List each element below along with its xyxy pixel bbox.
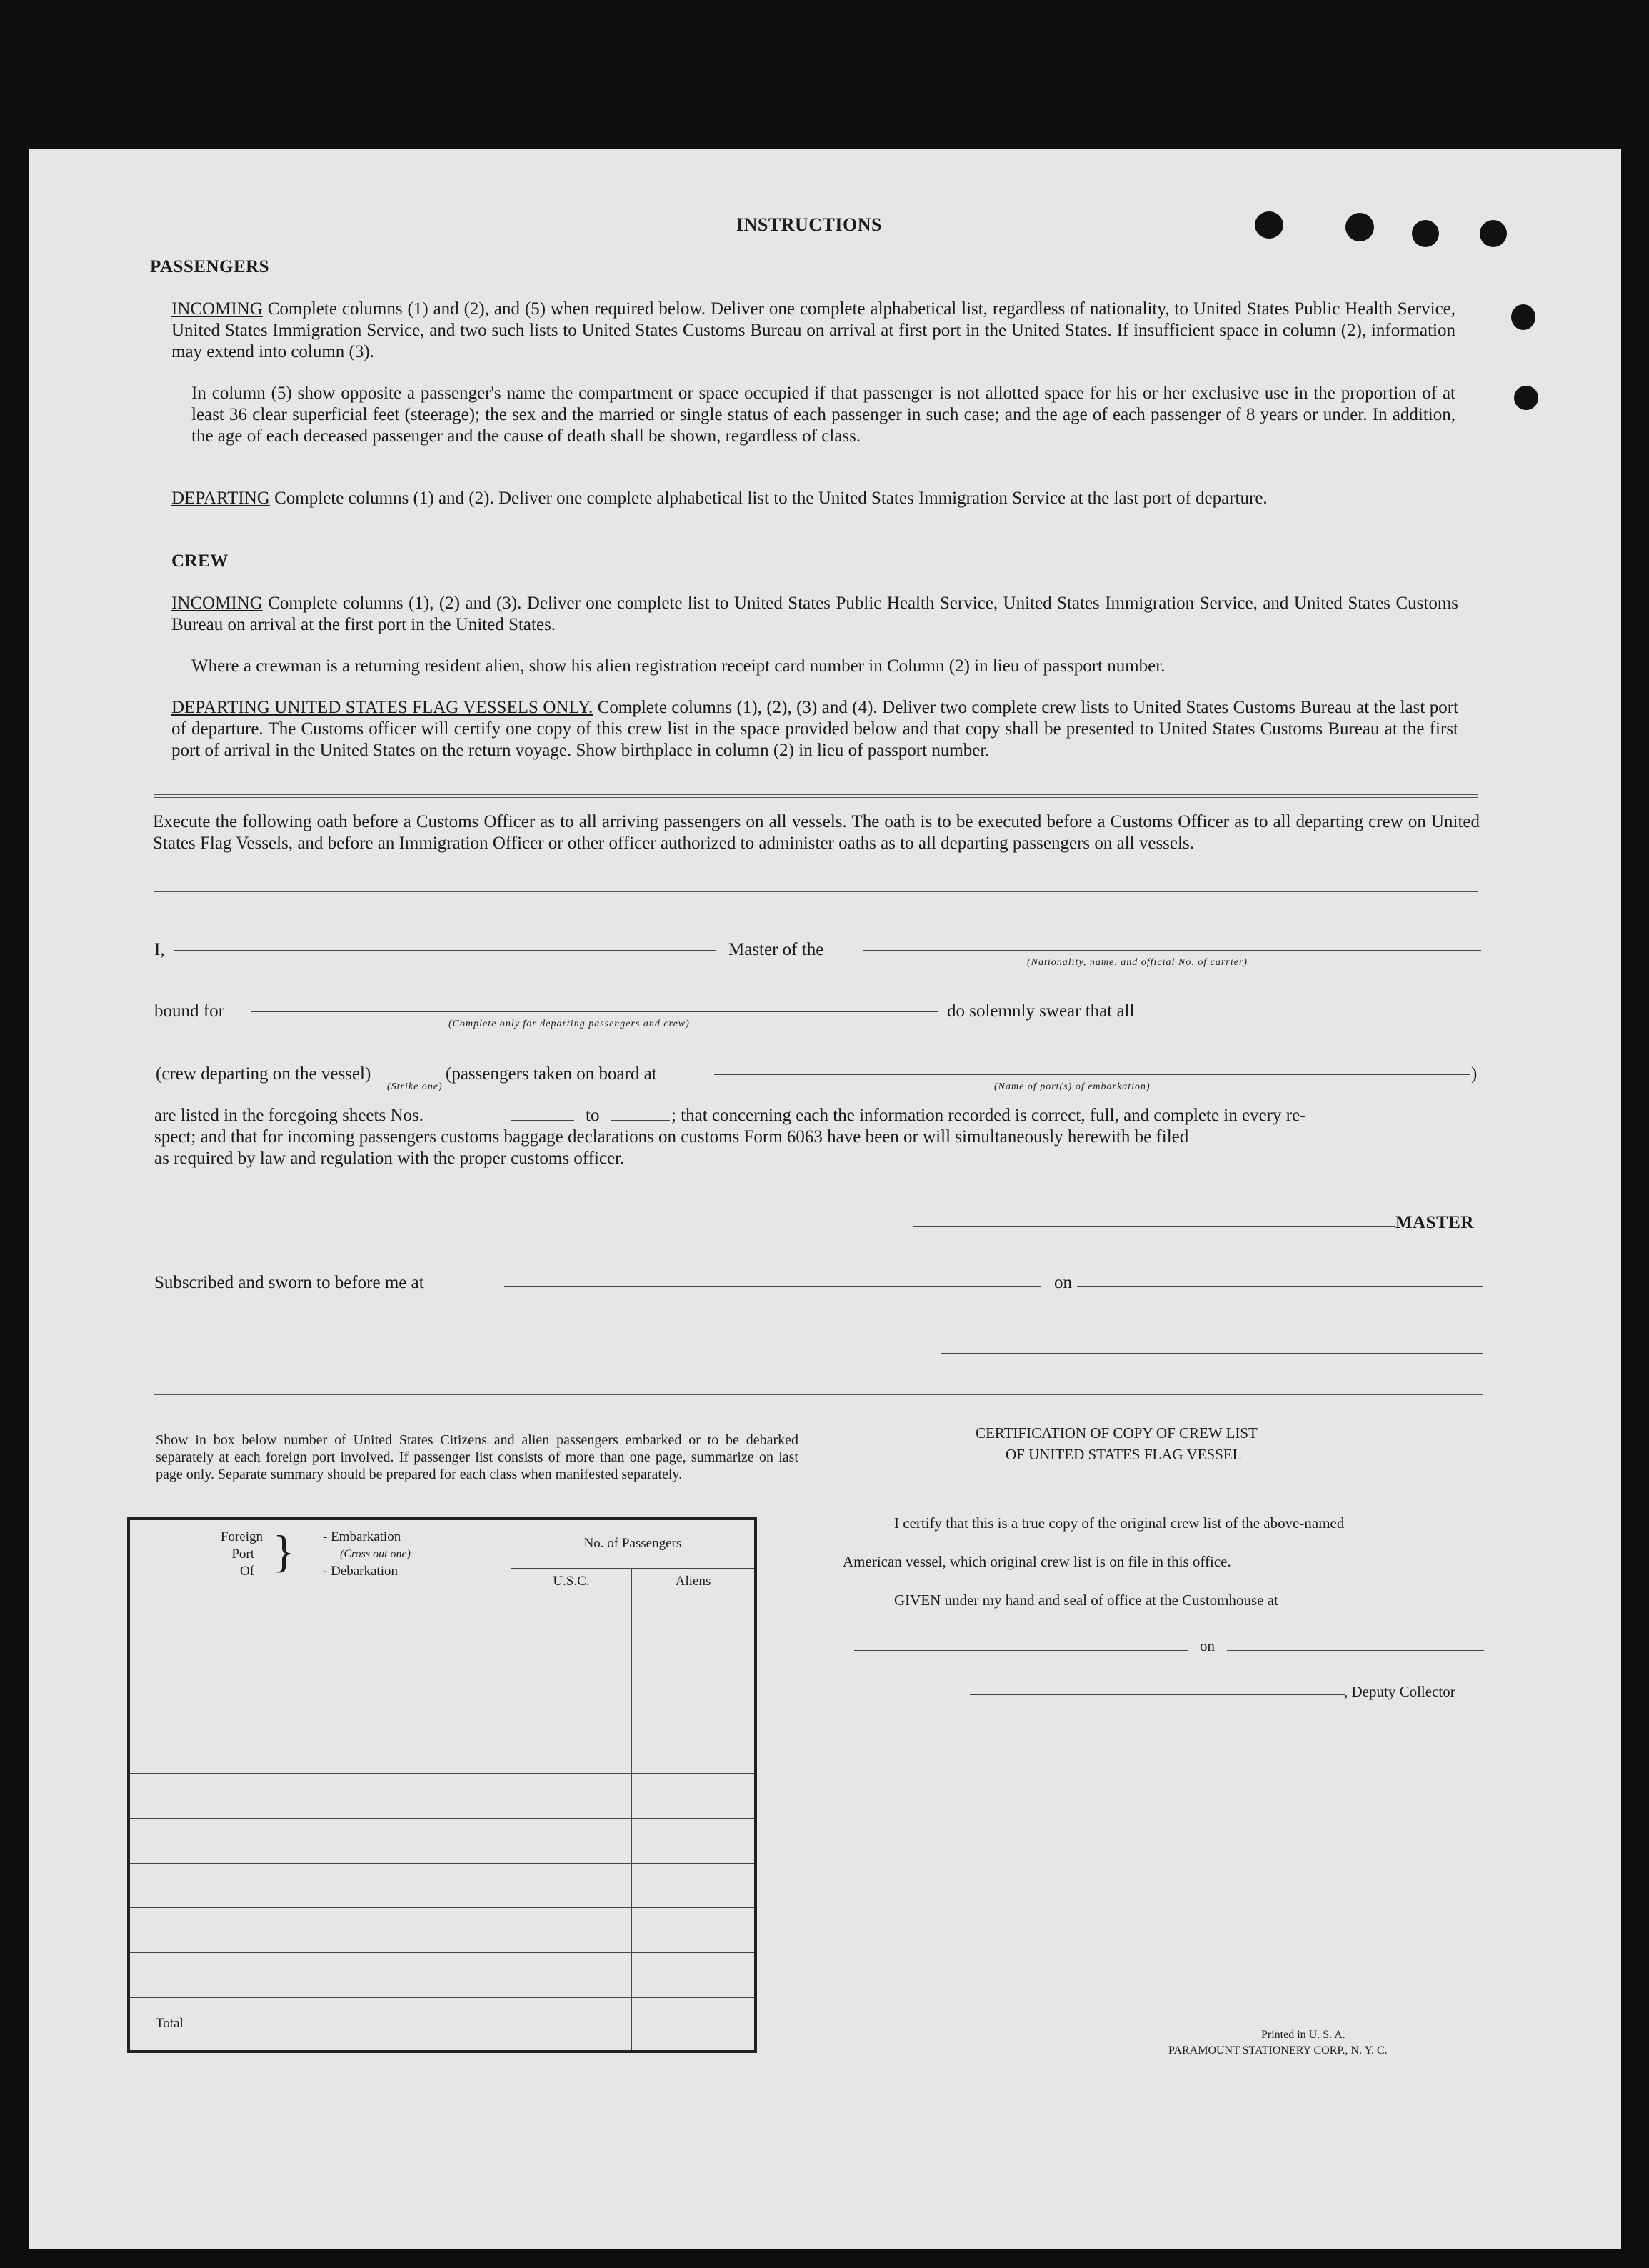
table-row [129, 1908, 756, 1953]
section-divider [154, 889, 1478, 892]
aliens-cell[interactable] [632, 1594, 756, 1639]
usc-cell[interactable] [511, 1729, 631, 1774]
usc-cell[interactable] [511, 1594, 631, 1639]
table-row [129, 1729, 756, 1774]
master-of-the-label: Master of the [728, 940, 824, 959]
debarkation-option[interactable]: - Debarkation [323, 1564, 398, 1579]
page-title: INSTRUCTIONS [736, 214, 882, 235]
listed-continuation: ; that concerning each the information recorded is correct, full, and complete in every re- [671, 1106, 1306, 1125]
usc-cell[interactable] [511, 1684, 631, 1729]
printed-in-usa: Printed in U. S. A. [1261, 2029, 1345, 2041]
subscribed-label: Subscribed and sworn to before me at [154, 1273, 424, 1292]
usc-cell[interactable] [511, 1908, 631, 1953]
listed-respect-line: spect; and that for incoming passengers customs baggage declarations on customs Form 6063 have been or will simultaneously herewith be filed [154, 1127, 1189, 1147]
certification-on-label: on [1200, 1637, 1215, 1654]
crew-departing-paragraph [171, 697, 1458, 761]
ports-hint: (Name of port(s) of embarkation) [994, 1081, 1151, 1092]
nationality-hint: (Nationality, name, and official No. of carrier) [1027, 957, 1248, 968]
section-divider [154, 1392, 1483, 1395]
passengers-incoming-text: Complete columns (1) and (2), and (5) when required below. Deliver one complete alphabetical list, regardless of nationality, to United States Public Health Service, United States Immigration Service, and two such lists to United States Customs Bureau on arrival at first port in the United States. If insufficient space in column (2), information may extend into column (3). [171, 299, 1456, 361]
foreign-port-header [129, 1519, 511, 1594]
listed-law-line: as required by law and regulation with the proper customs officer. [154, 1149, 625, 1168]
no-of-passengers-header: No. of Passengers [511, 1519, 756, 1568]
punch-hole [1480, 220, 1507, 247]
passenger-summary-table [127, 1517, 757, 2053]
listed-to-label: to [586, 1106, 600, 1125]
close-paren: ) [1471, 1064, 1478, 1084]
table-row [129, 1818, 756, 1863]
passengers-incoming-label: INCOMING [171, 299, 263, 319]
aliens-cell[interactable] [632, 1818, 756, 1863]
printer-name: PARAMOUNT STATIONERY CORP., N. Y. C. [1168, 2044, 1388, 2057]
punch-hole [1412, 220, 1439, 247]
total-aliens-cell[interactable] [632, 1997, 756, 2052]
complete-only-hint: (Complete only for departing passengers and crew) [448, 1019, 690, 1029]
usc-cell[interactable] [511, 1953, 631, 1998]
usc-cell[interactable] [511, 1639, 631, 1684]
section-divider [154, 794, 1478, 798]
passengers-heading: PASSENGERS [150, 257, 270, 276]
certify-line1: I certify that this is a true copy of the original crew list of the above-named [894, 1514, 1345, 1532]
crew-departing-text: Complete columns (1), (2), (3) and (4). Deliver two complete crew lists to United States Customs Bureau at the last port of departure. The Customs officer will certify one copy of this crew list in the space provided below and that copy shall be presented to United States Customs Bureau at the first port of arrival in the United States on the return voyage. Show birthplace in column (2) in lieu of passport number. [171, 698, 1459, 760]
sheet-to-field[interactable] [611, 1120, 670, 1121]
total-usc-cell[interactable] [511, 1997, 631, 2052]
aliens-cell[interactable] [632, 1774, 756, 1819]
table-row [129, 1594, 756, 1639]
listed-sheets-label: are listed in the foregoing sheets Nos. [154, 1106, 423, 1125]
port-cell[interactable] [129, 1908, 511, 1953]
crew-heading: CREW [171, 551, 229, 571]
table-row [129, 1863, 756, 1908]
total-label: Total [129, 1997, 511, 2052]
customhouse-field[interactable] [854, 1650, 1188, 1651]
aliens-cell[interactable] [632, 1908, 756, 1953]
table-row [129, 1953, 756, 1998]
passengers-column5-paragraph: In column (5) show opposite a passenger's name the compartment or space occupied if that passenger is not allotted space for his or her exclusive use in the proportion of at least 36 clear superficial feet (steerage); the sex and the married or single status of each passenger in such case; and the age of each passenger of 8 years or under. In addition, the age of each deceased passenger and the cause of death shall be shown, regardless of class. [191, 384, 1455, 446]
certification-title-line1: CERTIFICATION OF COPY OF CREW LIST [976, 1424, 1258, 1442]
summary-instruction: Show in box below number of United States Citizens and alien passengers embarked or to be debarked separately at each foreign port involved. If passenger list consists of more than one page, summarize on last page only. Separate summary should be prepared for each class when manifested separately. [156, 1432, 798, 1482]
port-cell[interactable] [129, 1639, 511, 1684]
punch-hole [1511, 304, 1535, 330]
given-line: GIVEN under my hand and seal of office at the Customhouse at [894, 1592, 1278, 1609]
passengers-departing-label: DEPARTING [171, 489, 270, 508]
of-label: Of [239, 1564, 254, 1579]
foreign-label: Foreign [220, 1529, 263, 1544]
aliens-cell[interactable] [632, 1863, 756, 1908]
passengers-incoming-paragraph [171, 299, 1455, 363]
port-cell[interactable] [129, 1818, 511, 1863]
table-header-row [129, 1519, 756, 1568]
master-signature-label: MASTER [1395, 1213, 1474, 1232]
certification-date-field[interactable] [1227, 1650, 1484, 1651]
port-cell[interactable] [129, 1953, 511, 1998]
sworn-date-field[interactable] [1077, 1286, 1483, 1287]
aliens-header: Aliens [632, 1568, 756, 1594]
crew-departing-option[interactable]: (crew departing on the vessel) [156, 1064, 371, 1084]
bound-for-label: bound for [154, 1001, 224, 1021]
port-cell[interactable] [129, 1594, 511, 1639]
port-cell[interactable] [129, 1774, 511, 1819]
sheet-from-field[interactable] [511, 1120, 574, 1121]
port-label: Port [231, 1547, 254, 1562]
crew-departing-label: DEPARTING UNITED STATES FLAG VESSELS ONLY. [171, 698, 593, 717]
total-row [129, 1997, 756, 2052]
table-row [129, 1774, 756, 1819]
oath-instruction-paragraph: Execute the following oath before a Customs Officer as to all arriving passengers on all vessels. The oath is to be executed before a Customs Officer as to all departing crew on United States Flag Vessels, and before an Immigration Officer or other officer authorized to administer oaths as to all departing passengers on all vessels. [153, 812, 1480, 853]
crew-incoming-text: Complete columns (1), (2) and (3). Deliver one complete list to United States Public Health Service, United States Immigration Service, and United States Customs Bureau on arrival at the first port in the United States. [171, 594, 1459, 634]
oath-i-label: I, [154, 940, 165, 959]
punch-hole [1255, 211, 1283, 239]
embarkation-option[interactable]: - Embarkation [323, 1529, 401, 1544]
aliens-cell[interactable] [632, 1639, 756, 1684]
sworn-on-label: on [1054, 1273, 1072, 1292]
carrier-field[interactable] [863, 950, 1481, 951]
usc-cell[interactable] [511, 1774, 631, 1819]
bound-for-field[interactable] [251, 1011, 938, 1012]
port-cell[interactable] [129, 1729, 511, 1774]
aliens-cell[interactable] [632, 1953, 756, 1998]
solemnly-swear-label: do solemnly swear that all [947, 1001, 1135, 1021]
passengers-departing-paragraph [171, 488, 1455, 509]
officer-signature-field[interactable] [941, 1353, 1483, 1354]
usc-cell[interactable] [511, 1818, 631, 1863]
brace-glyph: } [273, 1526, 295, 1577]
punch-hole [1345, 213, 1374, 241]
embarkation-ports-field[interactable] [714, 1074, 1470, 1075]
strike-one-hint: (Strike one) [387, 1081, 443, 1092]
usc-header: U.S.C. [511, 1568, 631, 1594]
master-signature-field[interactable] [913, 1226, 1395, 1227]
certification-title-line2: OF UNITED STATES FLAG VESSEL [1006, 1446, 1242, 1463]
crew-incoming-label: INCOMING [171, 594, 263, 613]
sworn-place-field[interactable] [504, 1286, 1041, 1287]
passengers-taken-option[interactable]: (passengers taken on board at [446, 1064, 657, 1084]
table-row [129, 1684, 756, 1729]
crew-resident-paragraph: Where a crewman is a returning resident alien, show his alien registration receipt card number in Column (2) in lieu of passport number. [191, 656, 1166, 676]
port-cell[interactable] [129, 1684, 511, 1729]
passengers-departing-text: Complete columns (1) and (2). Deliver one complete alphabetical list to the United States Immigration Service at the last port of departure. [274, 489, 1268, 508]
punch-hole [1514, 386, 1538, 410]
crew-incoming-paragraph [171, 593, 1458, 636]
deputy-collector-label: , Deputy Collector [1344, 1683, 1455, 1700]
port-cell[interactable] [129, 1863, 511, 1908]
master-name-field[interactable] [174, 950, 716, 951]
aliens-cell[interactable] [632, 1729, 756, 1774]
table-row [129, 1639, 756, 1684]
deputy-collector-signature-field[interactable] [970, 1694, 1345, 1695]
certify-line2: American vessel, which original crew list is on file in this office. [843, 1553, 1231, 1570]
cross-out-hint: (Cross out one) [340, 1548, 411, 1560]
usc-cell[interactable] [511, 1863, 631, 1908]
aliens-cell[interactable] [632, 1684, 756, 1729]
